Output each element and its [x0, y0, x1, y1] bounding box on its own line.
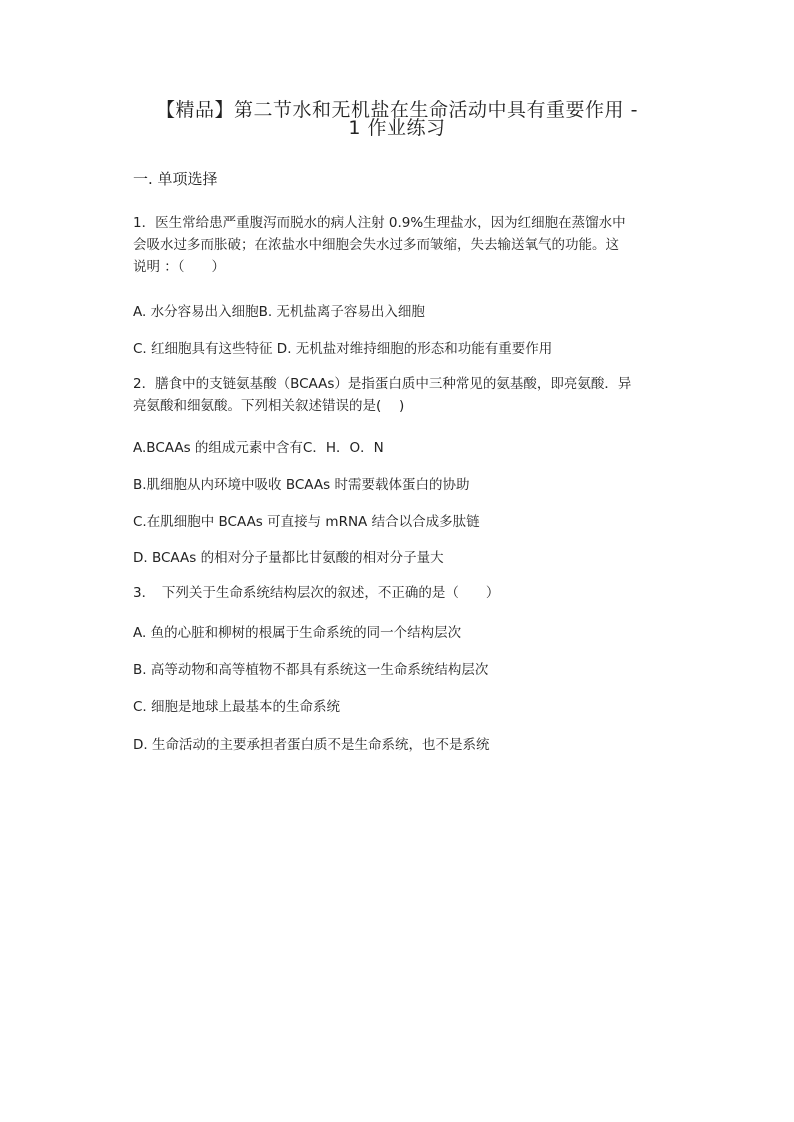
question-3-stem-line: 3． 下列关于生命系统结构层次的叙述，不正确的是（ ） — [133, 585, 500, 601]
document-title-line-1: 【精品】第二节水和无机盐在生命活动中具有重要作用 - — [156, 99, 638, 121]
question-1-option-cd: C. 红细胞具有这些特征 D. 无机盐对维持细胞的形态和功能有重要作用 — [133, 341, 553, 357]
question-1-stem-line: 会吸水过多而胀破；在浓盐水中细胞会失水过多而皱缩，失去输送氧气的功能。这 — [133, 237, 619, 253]
question-1-stem-line: 1．医生常给患严重腹泻而脱水的病人注射 0.9%生理盐水，因为红细胞在蒸馏水中 — [133, 215, 626, 231]
question-2-option-b: B.肌细胞从内环境中吸收 BCAAs 时需要载体蛋白的协助 — [133, 477, 470, 493]
question-3-option-b: B. 高等动物和高等植物不都具有系统这一生命系统结构层次 — [133, 662, 489, 678]
question-2-option-a: A.BCAAs 的组成元素中含有C．H．O．N — [133, 440, 384, 456]
question-3-option-a: A. 鱼的心脏和柳树的根属于生命系统的同一个结构层次 — [133, 625, 462, 641]
question-3-option-d: D. 生命活动的主要承担者蛋白质不是生命系统，也不是系统 — [133, 737, 490, 753]
question-2-stem-line: 2．膳食中的支链氨基酸（BCAAs）是指蛋白质中三种常见的氨基酸，即亮氨酸．异 — [133, 376, 632, 392]
question-2-stem — [133, 373, 678, 417]
question-1-stem-line: 说明 ：（ ） — [133, 259, 226, 275]
question-2-stem-line: 亮氨酸和细氨酸。下列相关叙述错误的是( ) — [133, 398, 405, 414]
question-2-option-d: D. BCAAs 的相对分子量都比甘氨酸的相对分子量大 — [133, 550, 444, 566]
question-2-option-c: C.在肌细胞中 BCAAs 可直接与 mRNA 结合以合成多肽链 — [133, 514, 480, 530]
section-heading: 一. 单项选择 — [133, 170, 218, 188]
question-3-option-c: C. 细胞是地球上最基本的生命系统 — [133, 699, 341, 715]
question-1-option-ab: A. 水分容易出入细胞B. 无机盐离子容易出入细胞 — [133, 304, 425, 320]
question-3-stem — [133, 582, 678, 604]
question-1-stem — [133, 212, 678, 278]
document-title-line-2: 1 作业练习 — [348, 117, 446, 139]
